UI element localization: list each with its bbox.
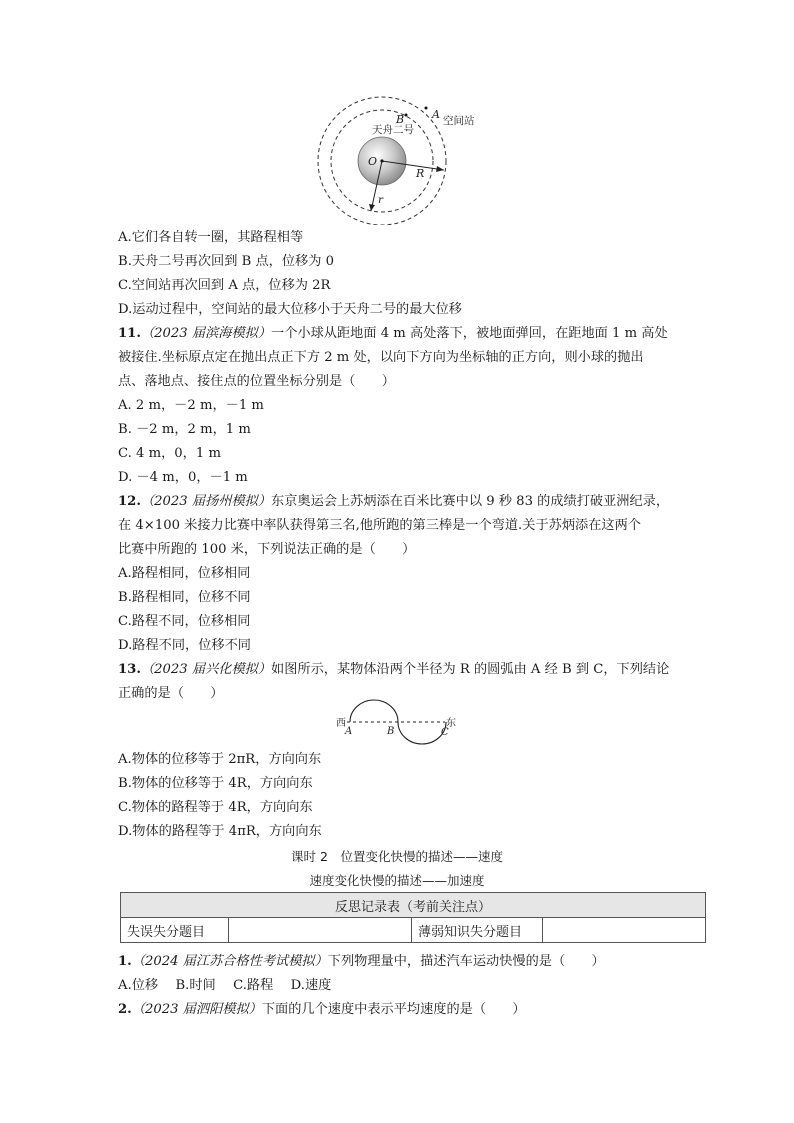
arc-a-b xyxy=(350,700,398,722)
q12-text-1: 东京奥运会上苏炳添在百米比赛中以 9 秒 83 的成绩打破亚洲纪录， xyxy=(271,494,670,509)
q12-stem-line1 xyxy=(118,492,669,512)
q12-source: （2023 届扬州模拟） xyxy=(140,494,272,509)
record-table-header: 反思记录表（考前关注点） xyxy=(121,893,706,918)
q10-option-a: A.它们各自转一圈，其路程相等 xyxy=(118,230,304,245)
q13-stem-line2: 正确的是（ ） xyxy=(118,686,224,701)
error-questions-label: 失误失分题目 xyxy=(121,918,229,943)
q11-source: （2023 届滨海模拟） xyxy=(140,326,272,341)
label-C: C xyxy=(441,727,449,738)
q2-number: 2. xyxy=(118,1002,132,1017)
q12-option-c: C.路程不同，位移相同 xyxy=(118,614,251,629)
arc-b-c xyxy=(398,722,446,744)
q13-text-1: 如图所示，某物体沿两个半径为 R 的圆弧由 A 经 B 到 C，下列结论 xyxy=(271,662,670,677)
q1-options: A.位移 B.时间 C.路程 D.速度 xyxy=(118,978,332,993)
q12-stem-line3: 比赛中所跑的 100 米，下列说法正确的是（ ） xyxy=(118,542,416,557)
q1-text: 下列物理量中，描述汽车运动快慢的是（ ） xyxy=(327,954,605,969)
label-B: B xyxy=(387,726,395,737)
q13-option-d: D.物体的路程等于 4πR，方向向东 xyxy=(118,824,322,839)
q11-option-a: A. 2 m，－2 m，－1 m xyxy=(118,398,264,413)
q10-option-b: B.天舟二号再次回到 B 点，位移为 0 xyxy=(118,254,334,269)
q2-source: （2023 届泗阳模拟） xyxy=(131,1002,262,1017)
lesson-title-line1: 课时 2 位置变化快慢的描述——速度 xyxy=(291,849,503,864)
q11-option-d: D. －4 m，0，－1 m xyxy=(118,470,248,485)
q11-stem-line2: 被接住.坐标原点定在抛出点正下方 2 m 处，以向下方向为坐标轴的正方向，则小球的抛出 xyxy=(118,350,644,365)
error-questions-field[interactable] xyxy=(229,918,412,943)
orbit-figure xyxy=(310,95,500,225)
q11-stem-line1 xyxy=(118,324,668,344)
q11-option-b: B. －2 m，2 m，1 m xyxy=(118,422,251,437)
q2-stem xyxy=(118,1000,526,1020)
arc-figure xyxy=(334,696,474,748)
q1-stem xyxy=(118,952,605,972)
label-B: B xyxy=(396,113,405,126)
weak-knowledge-field[interactable] xyxy=(543,918,706,943)
weak-knowledge-label: 薄弱知识失分题目 xyxy=(412,918,543,943)
reflection-record-table xyxy=(120,892,706,943)
label-west: 西 xyxy=(336,718,346,729)
q1-number: 1. xyxy=(118,954,132,969)
label-A: A xyxy=(345,726,353,737)
label-space-station: 空间站 xyxy=(443,115,475,127)
q11-number: 11. xyxy=(118,326,141,341)
label-r: r xyxy=(378,194,384,206)
q11-text-1: 一个小球从距地面 4 m 高处落下，被地面弹回，在距地面 1 m 高处 xyxy=(271,326,668,341)
q12-option-d: D.路程不同，位移不同 xyxy=(118,638,251,653)
q2-text: 下面的几个速度中表示平均速度的是（ ） xyxy=(261,1002,526,1017)
label-tianzhou: 天舟二号 xyxy=(372,124,414,136)
q1-source: （2024 届江苏合格性考试模拟） xyxy=(131,954,328,969)
q13-option-c: C.物体的路程等于 4R，方向向东 xyxy=(118,800,313,815)
q13-option-b: B.物体的位移等于 4R，方向向东 xyxy=(118,776,313,791)
label-O: O xyxy=(368,155,378,168)
label-R: R xyxy=(416,167,425,180)
q11-option-c: C. 4 m，0，1 m xyxy=(118,446,221,461)
q12-option-a: A.路程相同，位移相同 xyxy=(118,566,251,581)
q12-number: 12. xyxy=(118,494,141,509)
label-A: A xyxy=(432,108,440,121)
q11-stem-line3: 点、落地点、接住点的位置坐标分别是（ ） xyxy=(118,374,395,389)
label-east: 东 xyxy=(446,718,456,729)
lesson-title-line2: 速度变化快慢的描述——加速度 xyxy=(309,873,485,888)
q13-number: 13. xyxy=(118,662,141,677)
q12-stem-line2: 在 4×100 米接力比赛中率队获得第三名,他所跑的第三棒是一个弯道.关于苏炳添在这两个 xyxy=(118,518,641,533)
q10-option-d: D.运动过程中，空间站的最大位移小于天舟二号的最大位移 xyxy=(118,302,462,317)
q13-option-a: A.物体的位移等于 2πR，方向向东 xyxy=(118,752,322,767)
q13-source: （2023 届兴化模拟） xyxy=(140,662,272,677)
q12-option-b: B.路程相同，位移不同 xyxy=(118,590,251,605)
q10-option-c: C.空间站再次回到 A 点，位移为 2R xyxy=(118,278,331,293)
q13-stem-line1 xyxy=(118,660,669,680)
